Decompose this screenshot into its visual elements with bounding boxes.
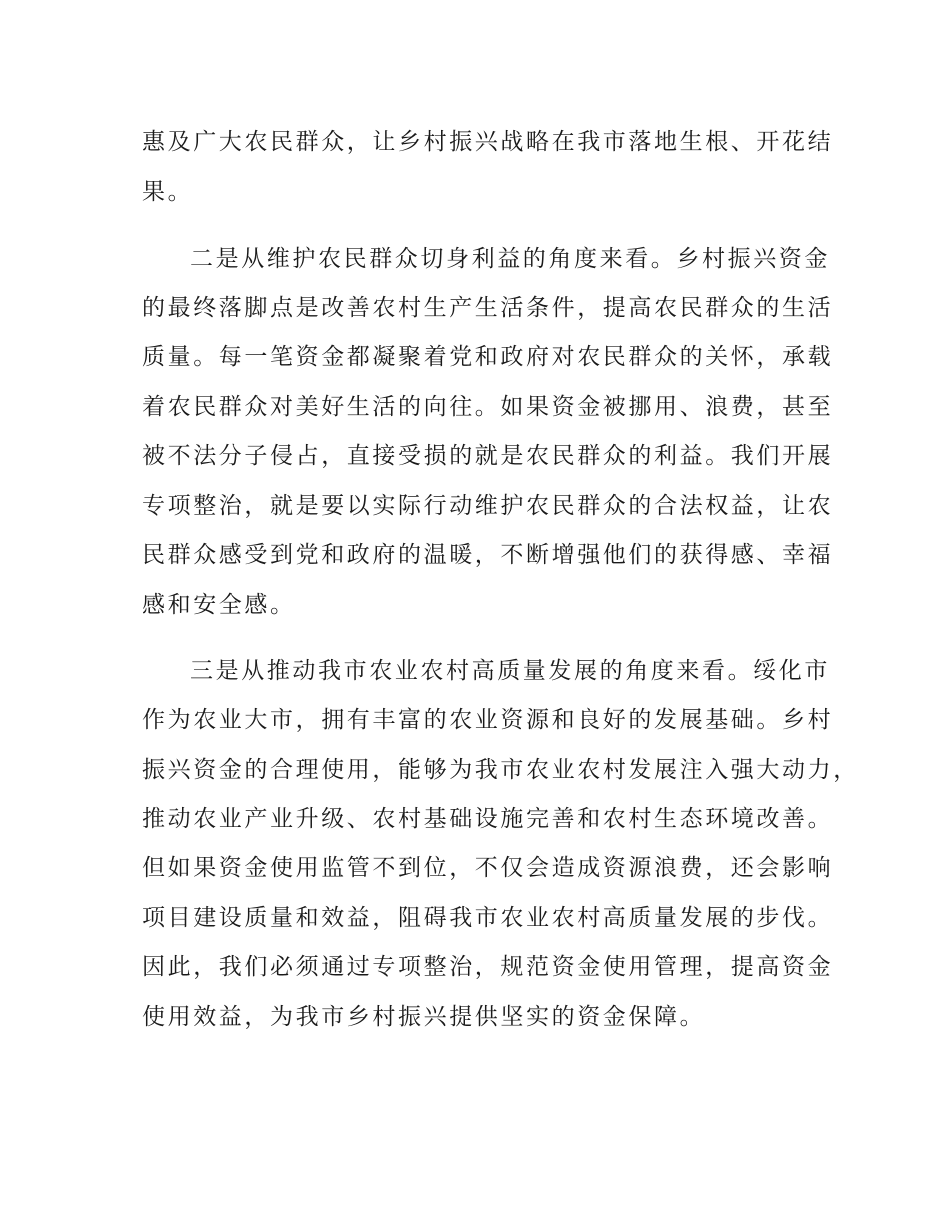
paragraph-1-line-2: 果。 [142,179,194,205]
paragraph-3-line-6: 项目建设质量和效益，阻碍我市农业农村高质量发展的步伐。 [142,905,834,931]
paragraph-2-line-5: 被不法分子侵占，直接受损的就是农民群众的利益。我们开展 [142,443,834,469]
paragraph-3-line-5: 但如果资金使用监管不到位，不仅会造成资源浪费，还会影响 [142,855,834,881]
paragraph-2-line-6: 专项整治，就是要以实际行动维护农民群众的合法权益，让农 [142,493,834,519]
paragraph-2-line-8: 感和安全感。 [142,592,296,618]
paragraph-2-line-3: 质量。每一笔资金都凝聚着党和政府对农民群众的关怀，承载 [142,344,834,370]
paragraph-3-line-4: 推动农业产业升级、农村基础设施完善和农村生态环境改善。 [142,806,834,832]
paragraph-3-line-1: 三是从推动我市农业农村高质量发展的角度来看。绥化市 [190,658,830,684]
paragraph-3-line-2: 作为农业大市，拥有丰富的农业资源和良好的发展基础。乡村 [142,707,834,733]
paragraph-2-line-2: 的最终落脚点是改善农村生产生活条件，提高农民群众的生活 [142,295,834,321]
paragraph-1-line-1: 惠及广大农民群众，让乡村振兴战略在我市落地生根、开花结 [142,129,834,155]
paragraph-3-line-7: 因此，我们必须通过专项整治，规范资金使用管理，提高资金 [142,954,834,980]
paragraph-2-line-1: 二是从维护农民群众切身利益的角度来看。乡村振兴资金 [190,246,830,272]
paragraph-3-line-3: 振兴资金的合理使用，能够为我市农业农村发展注入强大动力， [142,757,859,783]
paragraph-2-line-7: 民群众感受到党和政府的温暖，不断增强他们的获得感、幸福 [142,542,834,568]
paragraph-2-line-4: 着农民群众对美好生活的向往。如果资金被挪用、浪费，甚至 [142,394,834,420]
paragraph-3-line-8: 使用效益，为我市乡村振兴提供坚实的资金保障。 [142,1004,706,1030]
